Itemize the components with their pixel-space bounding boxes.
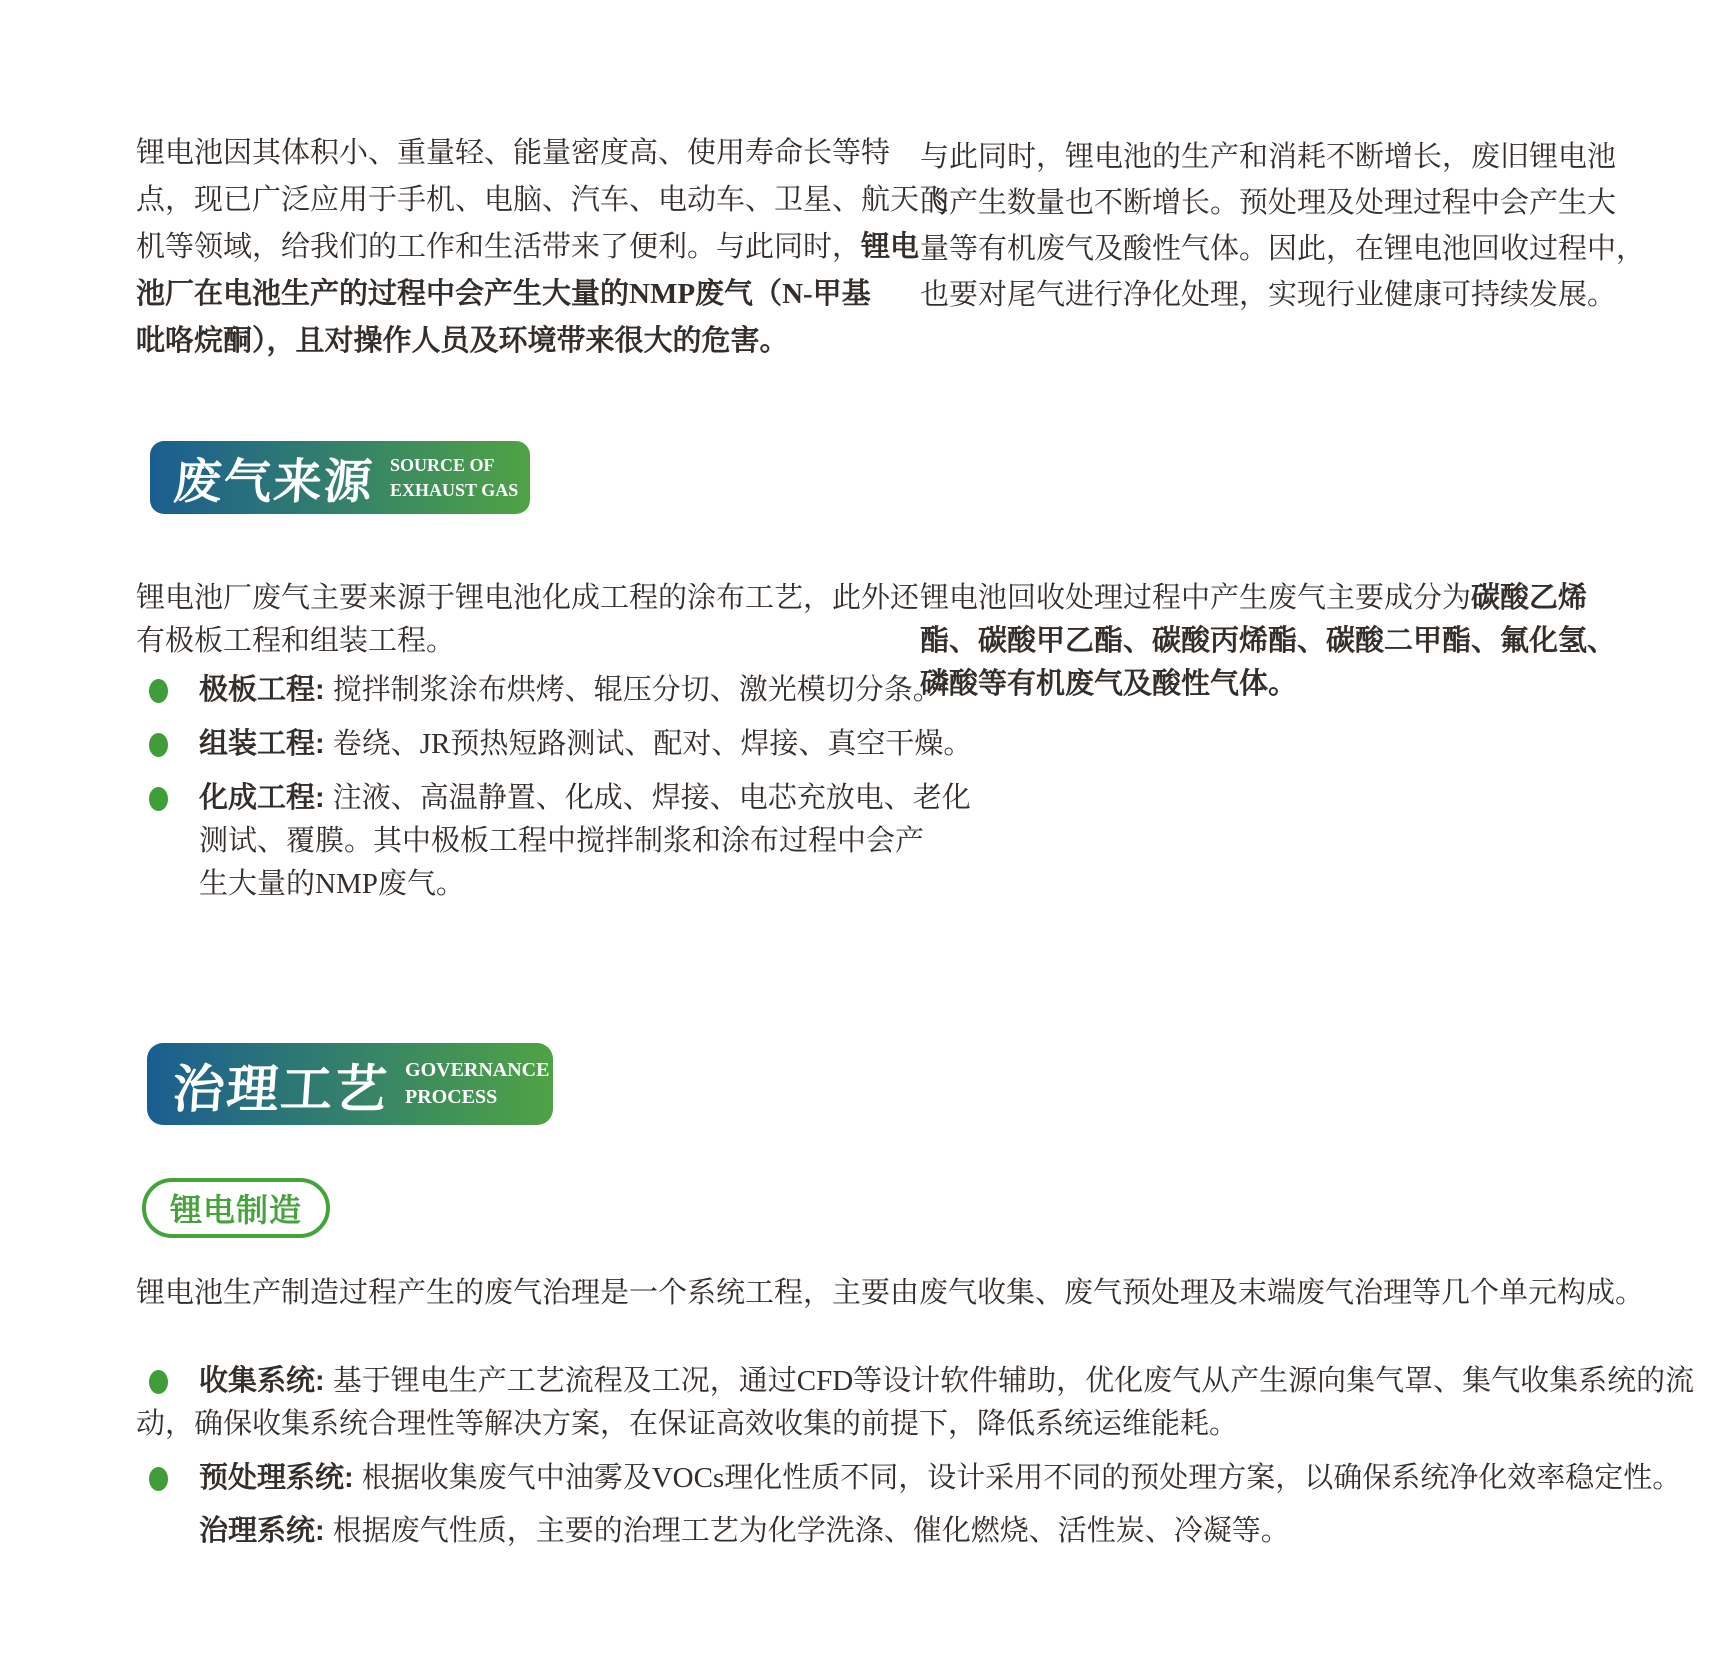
text-line <box>136 177 949 224</box>
text-run: 机等领域，给我们的工作和生活带来了便利。与此同时， <box>136 231 862 263</box>
governance-bullet-list <box>136 1360 1711 1553</box>
badge-title-zh: 治理工艺 <box>170 1060 391 1119</box>
governance-intro-paragraph <box>136 1272 1711 1315</box>
text-run: JR <box>419 728 451 760</box>
bullet-item <box>136 669 942 712</box>
text-run: 测试、覆膜。其中极板工程中搅拌制浆和涂布过程中会产 <box>199 825 925 857</box>
text-run: 甲基 <box>812 278 871 310</box>
text-line <box>920 180 1617 226</box>
text-line <box>920 577 1610 620</box>
text-run: 废气。 <box>377 868 465 900</box>
text-run: 组装工程: <box>199 728 333 760</box>
governance-section <box>136 1272 1711 1553</box>
bullet-item <box>136 1457 1711 1500</box>
text-run: 预处理系统: <box>199 1462 362 1494</box>
badge-en-line1: SOURCE OF <box>390 454 495 475</box>
text-run: 生大量的 <box>199 868 316 900</box>
text-line <box>136 863 896 906</box>
section-badge-governance-process <box>147 1043 553 1125</box>
text-run: 等设计软件辅助，优化废气从产生源向集气罩、集气收集系统的流 <box>853 1365 1695 1397</box>
text-line <box>136 130 891 177</box>
text-line <box>920 663 1610 706</box>
text-run: 预热短路测试、配对、焊接、真空干燥。 <box>450 728 973 760</box>
text-run: 理化性质不同，设计采用不同的预处理方案，以确保系统净化效率稳定性。 <box>724 1462 1682 1494</box>
badge-en-line1: GOVERNANCE <box>405 1059 550 1081</box>
text-line <box>136 318 886 365</box>
section-badge-source-of-exhaust-gas <box>150 441 530 514</box>
text-run: 收集系统: <box>199 1365 333 1397</box>
text-run: 治理系统: <box>199 1515 333 1547</box>
tag-label: 锂电制造 <box>169 1192 302 1228</box>
text-run: 磷酸等有机废气及酸性气体。 <box>920 668 1298 700</box>
source-section-right-column <box>920 577 1617 706</box>
text-line <box>920 134 1617 180</box>
text-line <box>136 620 896 663</box>
text-run: 有极板工程和组装工程。 <box>136 625 456 657</box>
text-run: 极板工程: <box>199 674 333 706</box>
bullet-dot-icon <box>149 787 168 811</box>
text-run: 基于锂电生产工艺流程及工况，通过 <box>332 1365 797 1397</box>
text-run: 量等有机废气及酸性气体。因此，在锂电池回收过程中， <box>920 233 1646 265</box>
tag-lithium-manufacturing <box>142 1178 330 1238</box>
text-run: 与此同时，锂电池的生产和消耗不断增长，废旧锂电池 <box>920 141 1617 173</box>
bullet-dot-icon <box>149 1370 168 1394</box>
text-run: 废气（ <box>695 278 783 310</box>
bullet-dot-icon <box>149 1467 168 1491</box>
text-line <box>136 577 920 620</box>
text-line <box>920 620 1617 663</box>
bullet-item <box>136 723 973 766</box>
bullet-dot-icon <box>149 733 168 757</box>
text-run: NMP <box>629 278 696 310</box>
bullet-item <box>136 777 971 820</box>
text-run: 也要对尾气进行净化处理，实现行业健康可持续发展。 <box>920 279 1617 311</box>
text-run: 根据收集废气中油雾及 <box>361 1462 652 1494</box>
text-run: 锂电池回收处理过程中产生废气主要成分为 <box>920 582 1472 614</box>
text-run: 锂电 <box>861 231 920 263</box>
text-run: 酯、碳酸甲乙酯、碳酸丙烯酯、碳酸二甲酯、氟化氢、 <box>920 625 1617 657</box>
text-run: 池厂在电池生产的过程中会产生大量的 <box>136 278 630 310</box>
text-run: CFD <box>796 1365 854 1397</box>
bullet-dot-icon <box>149 679 168 703</box>
text-line <box>136 1403 1711 1446</box>
text-run: N- <box>782 278 813 310</box>
badge-title-en <box>390 453 518 503</box>
text-line <box>136 820 925 863</box>
badge-en-line2: PROCESS <box>405 1086 498 1108</box>
source-section-left-column <box>136 577 973 906</box>
text-line <box>136 271 886 318</box>
text-line <box>920 272 1617 318</box>
text-run: 吡咯烷酮），且对操作人员及环境带来很大的危害。 <box>136 325 789 357</box>
intro-paragraph-left <box>136 130 949 365</box>
text-run: 化成工程: <box>199 782 333 814</box>
text-run: 动，确保收集系统合理性等解决方案，在保证高效收集的前提下，降低系统运维能耗。 <box>136 1408 1239 1440</box>
text-run: 锂电池厂废气主要来源于锂电池化成工程的涂布工艺，此外还 <box>136 582 920 614</box>
badge-title-zh: 废气来源 <box>171 456 376 509</box>
text-run: 注液、高温静置、化成、焊接、电芯充放电、老化 <box>332 782 971 814</box>
text-line <box>136 224 920 271</box>
bullet-item <box>136 1360 1711 1403</box>
text-run: 卷绕、 <box>332 728 420 760</box>
badge-en-line2: EXHAUST GAS <box>390 479 519 500</box>
text-line <box>136 1510 1711 1553</box>
text-run: 碳酸乙烯 <box>1471 582 1588 614</box>
text-run: 点，现已广泛应用于手机、电脑、汽车、电动车、卫星、航天飞 <box>136 184 949 216</box>
text-run: VOCs <box>651 1462 725 1494</box>
text-run: 搅拌制浆涂布烘烤、辊压分切、激光模切分条。 <box>332 674 942 706</box>
text-run: NMP <box>315 868 378 900</box>
intro-paragraph-right <box>920 134 1646 318</box>
source-intro-paragraph <box>136 577 920 663</box>
text-run: 锂电池生产制造过程产生的废气治理是一个系统工程，主要由废气收集、废气预处理及末端废气治理等几个单元构成。 <box>136 1277 1645 1309</box>
text-line <box>920 226 1646 272</box>
text-line <box>136 1272 1711 1315</box>
text-run: 根据废气性质，主要的治理工艺为化学洗涤、催化燃烧、活性炭、冷凝等。 <box>332 1515 1290 1547</box>
text-run: 锂电池因其体积小、重量轻、能量密度高、使用寿命长等特 <box>136 137 891 169</box>
text-run: 的产生数量也不断增长。预处理及处理过程中会产生大 <box>920 187 1617 219</box>
source-bullet-list <box>136 669 973 906</box>
badge-title-en <box>405 1057 549 1111</box>
